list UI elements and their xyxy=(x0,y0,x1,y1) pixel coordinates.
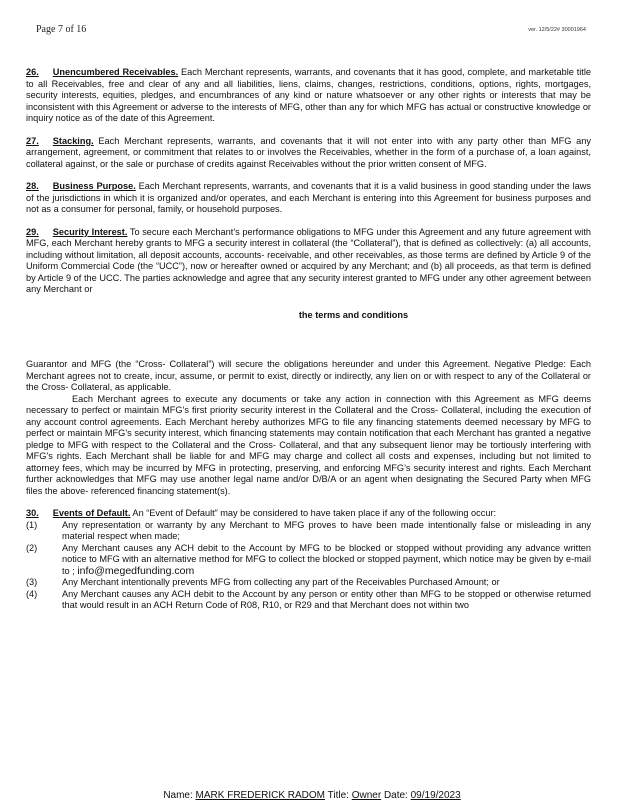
section-text: An “Event of Default” may be considered to have taken place if any of the following occur: xyxy=(130,508,497,518)
signer-name: MARK FREDERICK RADOM xyxy=(195,790,325,801)
section-27 xyxy=(26,136,591,171)
signer-title: Owner xyxy=(351,790,382,801)
section-number: 27. xyxy=(26,135,39,146)
section-text: To secure each Merchant’s performance obligations to MFG under this Agreement and any future agreement with MFG, each Merchant hereby grants to MFG a security interest in collateral (the “Collateral”), that is defined as collectively: (a) all accounts, including without limitation, all deposit accounts, accounts- receivable, and other receivables, as those terms are defined by Article 9 of the Uniform Commercial Code (the “UCC”), now or hereafter owned or acquired by any Merchant; and (b) all proceeds, as that term is defined by Article 9 of the UCC. The parties acknowledge and agree that any security interest granted to MFG under any other agreement between any Merchant or xyxy=(26,226,591,294)
section-title: Unencumbered Receivables. xyxy=(52,67,179,77)
section-29 xyxy=(26,227,591,296)
item-number: (1) xyxy=(26,519,38,530)
item-text: Any Merchant causes any ACH debit to the Account by any person or entity other than MFG to be stopped or otherwise returned that would result in an ACH Return Code of R08, R10, or R29 and that Merchant does not within two xyxy=(62,588,591,610)
section-text: Each Merchant represents, warrants, and covenants that it is a valid business in good standing under the laws of the jurisdictions in which it is organized and/or operates, and each Merchant is entering into this Agreement for business purposes and not as a consumer for personal, family, or household purposes. xyxy=(26,181,591,214)
item-number: (3) xyxy=(26,577,38,587)
email-link[interactable]: info@megedfunding.com xyxy=(77,564,195,577)
section-title: Stacking. xyxy=(52,135,94,146)
date-label: Date: xyxy=(383,790,408,801)
section-number: 29. xyxy=(26,226,39,237)
section-text: Each Merchant represents, warrants, and covenants that it has good, complete, and marketable title to all Receivables, free and clear of any and all liabilities, liens, claims, changes, restrictions, conditions, options, rights, mortgages, security interests, equities, pledges, and encumbrances of any kind or nature whatsoever or any other rights or interests that may be inconsistent with this Agreement or adverse to the interests of MFG, other than any for which MFG has actual or constructive knowledge or inquiry notice as of the date of this Agreement. xyxy=(26,67,592,123)
section-text: Each Merchant represents, warrants, and covenants that it will not enter into with any party other than MFG any arrangement, agreement, or commitment that relates to or involves the Receivables, whether in the form of a purchase of, a loan against, collateral against, or the sale or purchase of credits against Receivables without the prior written consent of MFG. xyxy=(26,135,591,169)
guarantor-paragraph: Guarantor and MFG (the “Cross- Collateral”) will secure the obligations hereunder and under this Agreement. Negative Pledge: Each Merchant agrees not to create, incur, assume, or permit to exist, directly or indirectly, any lien on or with respect to any of the Collateral or the Cross- Collateral, as applicable. xyxy=(26,359,591,392)
default-item-4 xyxy=(26,589,591,612)
section-title: Business Purpose. xyxy=(52,181,136,191)
section-title: Events of Default. xyxy=(52,508,131,518)
title-label: Title: xyxy=(327,790,349,801)
default-item-3 xyxy=(26,577,591,589)
agreement-body xyxy=(26,67,591,612)
default-item-2 xyxy=(26,543,591,578)
section-28 xyxy=(26,181,591,216)
section-26 xyxy=(26,67,591,125)
item-text: Any Merchant causes any ACH debit to the Account by MFG to be blocked or stopped without providing any advance written notice to MFG with an alternative method for MFG to collect the blocked or stopped payment, which notice may be given by e-mail to ; xyxy=(62,542,591,576)
name-label: Name: xyxy=(163,790,193,801)
section-number: 28. xyxy=(26,181,39,191)
section-number: 30. xyxy=(26,508,39,518)
section-30 xyxy=(26,508,591,520)
item-text: Any Merchant intentionally prevents MFG from collecting any part of the Receivables Purchased Amount; or xyxy=(62,577,500,587)
section-number: 26. xyxy=(26,67,39,77)
item-text: Any representation or warranty by any Merchant to MFG proves to have been made intentionally false or misleading in any material respect when made; xyxy=(62,519,591,541)
version-label: ver. 12/5/22# 30001964 xyxy=(528,27,586,33)
page-number: Page 7 of 16 xyxy=(36,24,87,35)
item-number: (2) xyxy=(26,542,38,553)
section-title: Security Interest. xyxy=(52,226,128,237)
signature-footer xyxy=(0,790,624,801)
terms-heading: the terms and conditions xyxy=(298,309,409,320)
execute-paragraph: Each Merchant agrees to execute any documents or take any action in connection with this Agreement as MFG deems necessary to perfect or maintain MFG’s first priority security interest in the Collateral and the Cross- Collateral, including the execution of any account control agreements. Each Merchant hereby authorizes MFG to file any financing statements deemed necessary by MFG to perfect or maintain MFG’s security interest, which financing statements may contain notification that each Merchant has granted a negative pledge to MFG with respect to the Collateral and the Cross- Collateral, and that any subsequent lienor may be tortiously interfering with MFG’s rights. Each Merchant shall be liable for and MFG may charge and collect all costs and expenses, including but not limited to attorney fees, which may be incurred by MFG in protecting, preserving, and enforcing MFG’s security interest and rights. Each Merchant further acknowledges that MFG may use another legal name and/or D/B/A or an agent when designating the Secured Party when MFG files the above- referenced financing statement(s). xyxy=(26,393,591,496)
signed-date: 09/19/2023 xyxy=(410,790,461,801)
item-number: (4) xyxy=(26,588,38,599)
default-item-1 xyxy=(26,520,591,543)
